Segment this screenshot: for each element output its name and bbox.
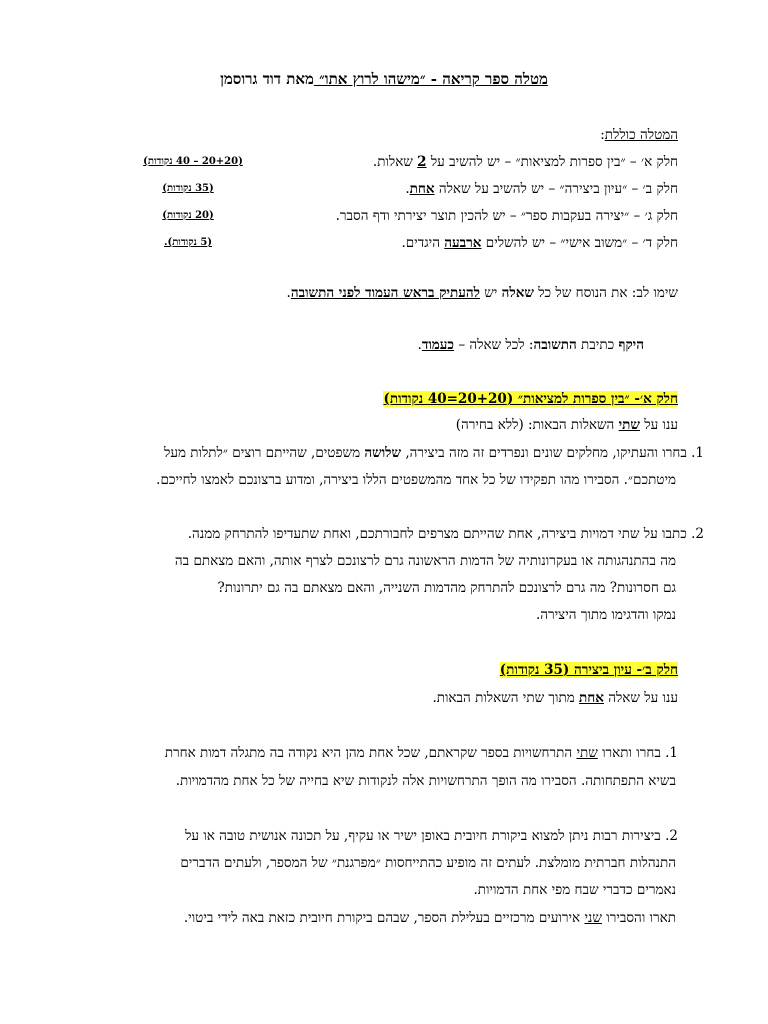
part-c-text: חלק ג׳ – ״יצירה בעקבות ספר״ – יש להכין תוצר יצירתי ודף הסבר. (335, 208, 678, 224)
section-b-heading (500, 661, 678, 679)
section-b-question-1-line-1 (165, 744, 678, 762)
section-a-question-1-line-2 (156, 471, 676, 489)
section-a-heading (383, 390, 678, 408)
section-a-question-1-line-1 (164, 444, 704, 462)
part-d-text: חלק ד׳ – ״משוב אישי״ – יש להשלים (481, 235, 678, 251)
page-title (0, 70, 768, 89)
q-b1-text-3: התרחשויות בספר שקראתם, שכל אחת מהן היא נקודה בה מתגלה דמות אחרת (164, 745, 577, 761)
note-line (287, 284, 678, 302)
section-a-question-2-line-1: 2. כתבו על שתי דמויות ביצירה, אחת שהייתם מצרפים לחבורתכם, ואחת שתעדיפו להתרחק ממנה. (187, 526, 704, 542)
part-a-points: (20+20 – 40 נקודות) (143, 156, 243, 167)
q-a1-text-4: מיטתכם״. הסבירו מהו תפקידו של כל אחד מהמשפטים הללו ביצירה, ומדוע ברצונכם לאמצו לחייכם. (156, 472, 676, 488)
part-b-points: (35 נקודות) (162, 183, 214, 194)
section-b-instr-1: ענו על שאלה (603, 690, 678, 706)
part-b-emphasis: אחת (409, 181, 435, 197)
part-line-b (405, 180, 678, 198)
part-a-text: חלק א׳ – ״בין ספרות למציאות״ – יש להשיב על (426, 154, 678, 170)
part-a-emphasis: 2 (417, 154, 427, 170)
scope-text-3: התשובה (533, 337, 577, 353)
section-a-question-2-line-4: נמקו והדגימו מתוך היצירה. (535, 607, 676, 623)
part-line-a (373, 153, 678, 171)
q-b1-text-1: 1. בחרו ותארו (597, 745, 678, 761)
note-text-2: שאלה (501, 285, 534, 301)
scope-line (418, 336, 644, 354)
section-a-instructions (456, 416, 678, 434)
intro-colon: : (600, 127, 605, 143)
section-b-question-2-line-1: 2. ביצירות רבות ניתן למצוא ביקורת חיובית באופן ישיר או עקיף, על תכונה אנושית טובה או על (185, 828, 678, 844)
section-b-question-1-line-2 (176, 772, 676, 790)
section-b-question-2-line-4 (184, 909, 676, 927)
q-b2-text-1: תארו והסבירו (601, 910, 676, 926)
section-b-instr-3: מתוך שתי השאלות הבאות. (432, 690, 580, 706)
q-b1-text-4: בשיא התפתחותה. הסבירו מה הופך התרחשויות אלה לנקודות שיא בחייה של כל אחת מהדמויות. (175, 773, 676, 789)
q-a1-text-1: 1. בחרו והעתיקו, מחלקים שונים ונפרדים זה מזה ביצירה, (401, 445, 704, 461)
part-d-points: (5 נקודות). (163, 237, 213, 248)
section-a-instr-3: השאלות הבאות: (ללא בחירה) (455, 417, 619, 433)
scope-text-6: . (417, 337, 422, 353)
scope-text-4: : לכל שאלה – (454, 337, 534, 353)
section-a-instr-2: שתי (618, 417, 640, 433)
note-text-1: שימו לב: את הנוסח של כל (533, 285, 678, 301)
scope-text-2: כתיבת (576, 337, 619, 353)
section-a-question-2-line-3: גם חסרונות? מה גרם לרצונכם להתרחק מהדמות השנייה, והאם מצאתם בה גם יתרונות? (217, 580, 676, 596)
intro-line (600, 126, 678, 144)
q-b1-text-2: שתי (576, 745, 598, 761)
section-b-question-2-line-2: התנהלות חברתית מומלצת. לעתים זה מופיע כהתייחסות ״מפרגנת״ של המספר, ולעתים הדברים (180, 855, 676, 871)
note-text-3: יש (479, 285, 502, 301)
q-b2-text-2: שני (584, 910, 602, 926)
section-b-instr-2: אחת (579, 690, 604, 706)
part-c-points: (20 נקודות) (162, 210, 214, 221)
part-d-tail: היגדים. (401, 235, 445, 251)
q-b2-text-3: אירועים מרכזיים בעלילת הספר, שבהם ביקורת חיובית כזאת באה לידי ביטוי. (183, 910, 585, 926)
section-a-question-2-line-2: מה בהתנהגותה או בעקרונותיה של הדמות הראשונה גרם לרצונכם לצרף אותה, והאם מצאתם בה (174, 553, 676, 569)
section-b-instructions (432, 689, 678, 707)
part-d-emphasis: ארבעה (444, 235, 482, 251)
part-a-tail: שאלות. (372, 154, 418, 170)
note-text-4: להעתיק בראש העמוד לפני התשובה (290, 285, 480, 301)
scope-text-1: היקף (618, 337, 644, 353)
q-a1-text-2: שלושה (364, 445, 402, 461)
title-part-1: מטלה ספר קריאה (442, 70, 548, 88)
title-part-2: - ״מישהו לרוץ אתו״ (313, 70, 443, 88)
section-b-heading-text: חלק ב׳- עיון ביצירה (35 נקודות) (499, 662, 678, 678)
scope-text-5: כעמוד (421, 337, 455, 353)
note-text-5: . (286, 285, 291, 301)
part-b-tail: . (405, 181, 410, 197)
intro-label: המטלה כוללת (604, 127, 678, 143)
title-part-3: מאת דוד גרוסמן (220, 70, 314, 88)
part-b-text: חלק ב׳ – ״עיון ביצירה״ – יש להשיב על שאלה (434, 181, 678, 197)
section-b-question-2-line-3: נאמרים כדברי שבח מפי אחת הדמויות. (473, 882, 676, 898)
section-a-heading-text: חלק א׳- ״בין ספרות למציאות״ (20+20=40 נקודות) (383, 391, 678, 407)
section-a-instr-1: ענו על (639, 417, 678, 433)
part-line-d (401, 234, 678, 252)
q-a1-text-3: משפטים, שהייתם רוצים ״לתלות מעל (164, 445, 365, 461)
part-line-c (336, 207, 678, 225)
